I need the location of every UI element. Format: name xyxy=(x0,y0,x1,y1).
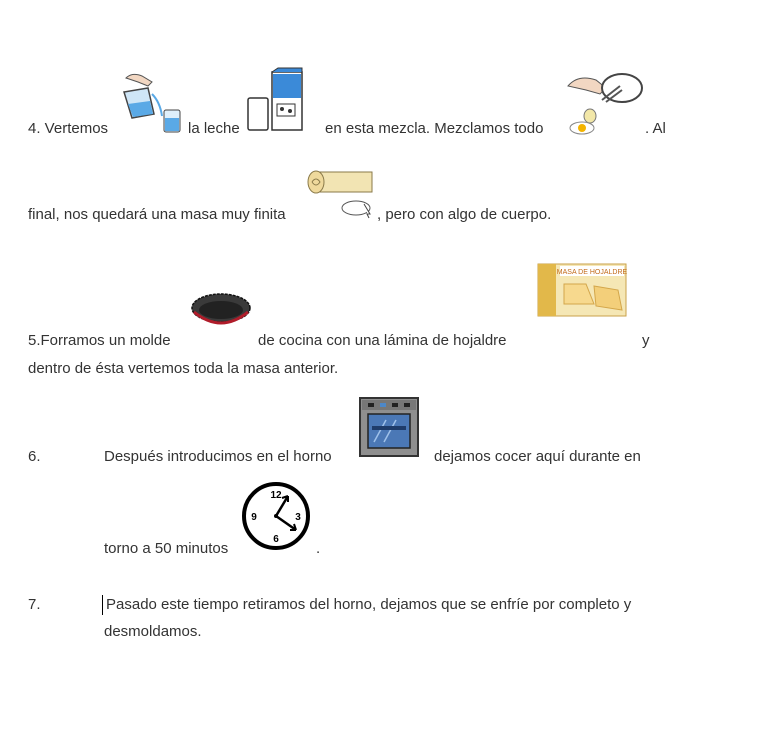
clock-number-3: 3 xyxy=(295,512,301,523)
step4-text-f: , pero con algo de cuerpo. xyxy=(377,206,552,223)
step4-text-d: . Al xyxy=(645,120,666,137)
step6-text-a: Después introducimos en el horno xyxy=(104,448,332,465)
step4-text-b: la leche xyxy=(188,120,240,137)
step5-text-c: y xyxy=(642,332,650,349)
tart-mold-icon xyxy=(190,292,252,330)
step6-number: 6. xyxy=(28,448,41,465)
step6-text-d: . xyxy=(316,540,321,557)
puff-pastry-package-icon xyxy=(536,262,630,320)
milk-carton-icon xyxy=(246,66,308,132)
step4-text-a: 4. Vertemos xyxy=(28,120,109,137)
step7-text-b[interactable]: desmoldamos. xyxy=(104,623,202,640)
step5-text-d: dentro de ésta vertemos toda la masa anterior. xyxy=(28,360,339,377)
step7-number: 7. xyxy=(28,596,41,613)
step7-text-a[interactable]: Pasado este tiempo retiramos del horno, dejamos que se enfríe por completo y xyxy=(106,596,632,613)
whisk-bowl-icon xyxy=(562,66,644,136)
text-cursor xyxy=(102,595,103,615)
clock-icon xyxy=(240,480,312,552)
clock-number-12: 12 xyxy=(270,490,282,501)
package-label: MASA DE HOJALDRE xyxy=(556,269,628,276)
step5-text-b: de cocina con una lámina de hojaldre xyxy=(258,332,507,349)
dough-roll-icon xyxy=(304,164,376,222)
oven-icon xyxy=(358,396,420,458)
step4-text-e: final, nos quedará una masa muy finita xyxy=(28,206,286,223)
step6-text-c: torno a 50 minutos xyxy=(104,540,229,557)
step5-text-a: 5.Forramos un molde xyxy=(28,332,171,349)
clock-number-6: 6 xyxy=(273,534,279,545)
pouring-water-icon xyxy=(118,70,188,134)
step4-text-c: en esta mezcla. Mezclamos todo xyxy=(325,120,544,137)
step6-text-b: dejamos cocer aquí durante en xyxy=(434,448,641,465)
clock-number-9: 9 xyxy=(251,512,257,523)
